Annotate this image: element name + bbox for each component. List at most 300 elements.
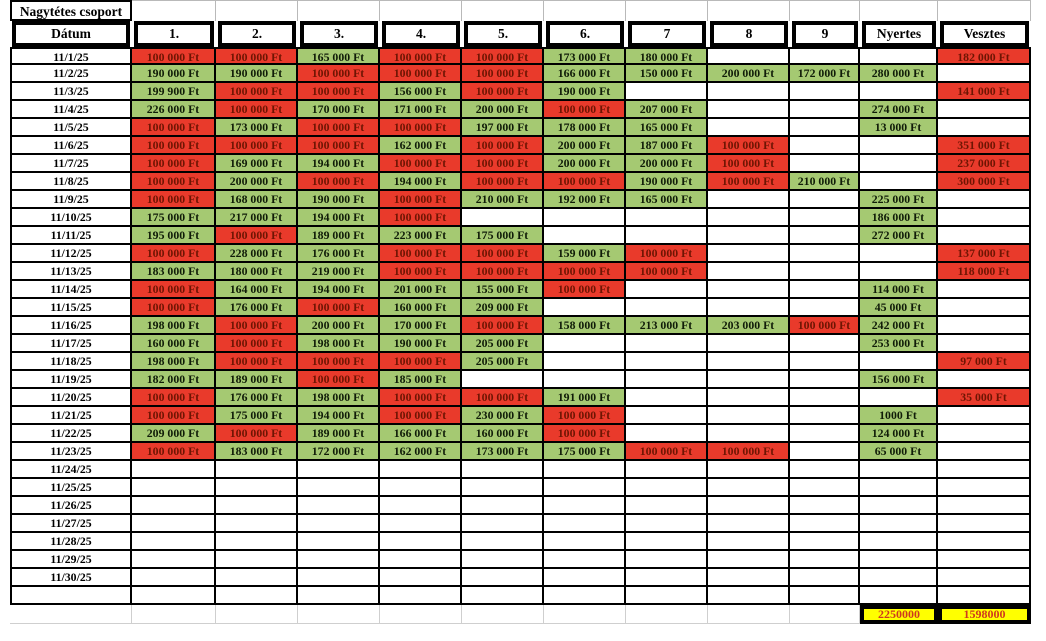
amount-cell[interactable]: 100 000 Ft	[462, 245, 544, 263]
amount-cell[interactable]: 175 000 Ft	[544, 443, 626, 461]
amount-cell[interactable]: 155 000 Ft	[462, 281, 544, 299]
amount-cell[interactable]: 160 000 Ft	[380, 299, 462, 317]
header-nyertes-cell[interactable]	[860, 21, 938, 47]
empty-cell[interactable]	[860, 497, 938, 515]
empty-cell[interactable]	[462, 497, 544, 515]
empty-cell[interactable]	[132, 479, 216, 497]
empty-cell[interactable]	[626, 83, 708, 101]
header-group-8[interactable]	[708, 21, 790, 47]
empty-cell[interactable]	[938, 65, 1031, 83]
header-group-4[interactable]	[380, 21, 462, 47]
empty-cell[interactable]	[216, 533, 298, 551]
amount-cell[interactable]: 183 000 Ft	[132, 263, 216, 281]
date-cell[interactable]: 11/26/25	[10, 497, 132, 515]
amount-cell[interactable]: 162 000 Ft	[380, 443, 462, 461]
empty-cell[interactable]	[708, 263, 790, 281]
empty-top-cell[interactable]	[298, 0, 380, 21]
empty-cell[interactable]	[626, 479, 708, 497]
amount-cell[interactable]: 173 000 Ft	[462, 443, 544, 461]
amount-cell[interactable]: 203 000 Ft	[708, 317, 790, 335]
empty-cell[interactable]	[298, 515, 380, 533]
empty-cell[interactable]	[790, 515, 860, 533]
empty-cell[interactable]	[544, 551, 626, 569]
date-cell[interactable]: 11/11/25	[10, 227, 132, 245]
date-cell[interactable]: 11/25/25	[10, 479, 132, 497]
amount-cell[interactable]: 190 000 Ft	[132, 65, 216, 83]
amount-cell[interactable]: 280 000 Ft	[860, 65, 938, 83]
amount-cell[interactable]: 100 000 Ft	[216, 47, 298, 65]
empty-cell[interactable]	[860, 533, 938, 551]
amount-cell[interactable]: 100 000 Ft	[462, 137, 544, 155]
amount-cell[interactable]: 165 000 Ft	[298, 47, 380, 65]
empty-cell[interactable]	[216, 479, 298, 497]
empty-cell[interactable]	[298, 569, 380, 587]
empty-cell[interactable]	[544, 353, 626, 371]
empty-cell[interactable]	[938, 227, 1031, 245]
empty-cell[interactable]	[938, 551, 1031, 569]
amount-cell[interactable]: 194 000 Ft	[298, 209, 380, 227]
amount-cell[interactable]: 100 000 Ft	[462, 155, 544, 173]
empty-cell[interactable]	[544, 533, 626, 551]
amount-cell[interactable]: 100 000 Ft	[544, 263, 626, 281]
header-group-7[interactable]	[626, 21, 708, 47]
amount-cell[interactable]: 100 000 Ft	[216, 83, 298, 101]
amount-cell[interactable]: 160 000 Ft	[462, 425, 544, 443]
date-cell[interactable]: 11/8/25	[10, 173, 132, 191]
amount-cell[interactable]: 150 000 Ft	[626, 65, 708, 83]
date-cell[interactable]: 11/12/25	[10, 245, 132, 263]
date-cell[interactable]: 11/21/25	[10, 407, 132, 425]
empty-total-cell[interactable]	[708, 605, 790, 624]
empty-cell[interactable]	[462, 587, 544, 605]
empty-cell[interactable]	[708, 119, 790, 137]
amount-cell[interactable]: 162 000 Ft	[380, 137, 462, 155]
amount-cell[interactable]: 100 000 Ft	[380, 191, 462, 209]
amount-cell[interactable]: 100 000 Ft	[132, 299, 216, 317]
amount-cell[interactable]: 194 000 Ft	[298, 281, 380, 299]
empty-cell[interactable]	[860, 587, 938, 605]
amount-cell[interactable]: 100 000 Ft	[544, 173, 626, 191]
amount-cell[interactable]: 172 000 Ft	[298, 443, 380, 461]
amount-cell[interactable]: 170 000 Ft	[298, 101, 380, 119]
empty-cell[interactable]	[708, 353, 790, 371]
amount-cell[interactable]: 182 000 Ft	[132, 371, 216, 389]
empty-cell[interactable]	[708, 425, 790, 443]
empty-cell[interactable]	[708, 461, 790, 479]
amount-cell[interactable]: 100 000 Ft	[132, 47, 216, 65]
empty-cell[interactable]	[938, 101, 1031, 119]
amount-cell[interactable]: 100 000 Ft	[462, 47, 544, 65]
empty-cell[interactable]	[790, 353, 860, 371]
amount-cell[interactable]: 100 000 Ft	[708, 443, 790, 461]
amount-cell[interactable]: 100 000 Ft	[544, 101, 626, 119]
empty-cell[interactable]	[860, 389, 938, 407]
amount-cell[interactable]: 100 000 Ft	[790, 317, 860, 335]
amount-cell[interactable]: 226 000 Ft	[132, 101, 216, 119]
empty-cell[interactable]	[132, 569, 216, 587]
empty-cell[interactable]	[938, 209, 1031, 227]
amount-cell[interactable]: 176 000 Ft	[216, 299, 298, 317]
empty-cell[interactable]	[708, 101, 790, 119]
amount-cell[interactable]: 100 000 Ft	[462, 317, 544, 335]
empty-cell[interactable]	[462, 533, 544, 551]
empty-cell[interactable]	[790, 587, 860, 605]
empty-total-cell[interactable]	[790, 605, 860, 624]
empty-cell[interactable]	[790, 479, 860, 497]
amount-cell[interactable]: 176 000 Ft	[298, 245, 380, 263]
amount-cell[interactable]: 100 000 Ft	[708, 155, 790, 173]
empty-cell[interactable]	[708, 371, 790, 389]
amount-cell[interactable]: 118 000 Ft	[938, 263, 1031, 281]
empty-cell[interactable]	[544, 479, 626, 497]
amount-cell[interactable]: 242 000 Ft	[860, 317, 938, 335]
amount-cell[interactable]: 100 000 Ft	[462, 173, 544, 191]
amount-cell[interactable]: 213 000 Ft	[626, 317, 708, 335]
amount-cell[interactable]: 173 000 Ft	[216, 119, 298, 137]
amount-cell[interactable]: 223 000 Ft	[380, 227, 462, 245]
amount-cell[interactable]: 200 000 Ft	[544, 155, 626, 173]
empty-cell[interactable]	[938, 191, 1031, 209]
header-date-cell[interactable]	[10, 21, 132, 47]
empty-cell[interactable]	[626, 515, 708, 533]
amount-cell[interactable]: 100 000 Ft	[380, 389, 462, 407]
amount-cell[interactable]: 186 000 Ft	[860, 209, 938, 227]
date-cell[interactable]: 11/16/25	[10, 317, 132, 335]
empty-top-cell[interactable]	[860, 0, 938, 21]
amount-cell[interactable]: 100 000 Ft	[132, 281, 216, 299]
amount-cell[interactable]: 191 000 Ft	[544, 389, 626, 407]
empty-cell[interactable]	[298, 479, 380, 497]
header-group-2[interactable]	[216, 21, 298, 47]
empty-cell[interactable]	[132, 587, 216, 605]
empty-cell[interactable]	[860, 155, 938, 173]
empty-cell[interactable]	[938, 335, 1031, 353]
amount-cell[interactable]: 190 000 Ft	[298, 191, 380, 209]
amount-cell[interactable]: 100 000 Ft	[380, 353, 462, 371]
amount-cell[interactable]: 207 000 Ft	[626, 101, 708, 119]
empty-top-cell[interactable]	[544, 0, 626, 21]
empty-cell[interactable]	[132, 551, 216, 569]
empty-cell[interactable]	[626, 209, 708, 227]
empty-cell[interactable]	[544, 515, 626, 533]
amount-cell[interactable]: 175 000 Ft	[216, 407, 298, 425]
empty-cell[interactable]	[790, 227, 860, 245]
empty-total-cell[interactable]	[626, 605, 708, 624]
amount-cell[interactable]: 100 000 Ft	[216, 227, 298, 245]
empty-cell[interactable]	[790, 533, 860, 551]
empty-cell[interactable]	[860, 551, 938, 569]
empty-cell[interactable]	[708, 479, 790, 497]
amount-cell[interactable]: 175 000 Ft	[132, 209, 216, 227]
amount-cell[interactable]: 176 000 Ft	[216, 389, 298, 407]
empty-cell[interactable]	[708, 335, 790, 353]
date-cell[interactable]: 11/10/25	[10, 209, 132, 227]
amount-cell[interactable]: 189 000 Ft	[216, 371, 298, 389]
date-cell[interactable]: 11/6/25	[10, 137, 132, 155]
empty-cell[interactable]	[708, 533, 790, 551]
amount-cell[interactable]: 100 000 Ft	[544, 425, 626, 443]
empty-cell[interactable]	[860, 569, 938, 587]
header-group-9[interactable]	[790, 21, 860, 47]
empty-cell[interactable]	[626, 227, 708, 245]
empty-cell[interactable]	[860, 479, 938, 497]
empty-cell[interactable]	[544, 569, 626, 587]
amount-cell[interactable]: 100 000 Ft	[380, 263, 462, 281]
empty-cell[interactable]	[708, 299, 790, 317]
empty-cell[interactable]	[938, 407, 1031, 425]
amount-cell[interactable]: 124 000 Ft	[860, 425, 938, 443]
empty-cell[interactable]	[860, 461, 938, 479]
amount-cell[interactable]: 100 000 Ft	[298, 65, 380, 83]
empty-cell[interactable]	[626, 497, 708, 515]
empty-cell[interactable]	[626, 425, 708, 443]
amount-cell[interactable]: 100 000 Ft	[132, 443, 216, 461]
empty-cell[interactable]	[938, 533, 1031, 551]
amount-cell[interactable]: 100 000 Ft	[132, 191, 216, 209]
amount-cell[interactable]: 158 000 Ft	[544, 317, 626, 335]
empty-cell[interactable]	[462, 479, 544, 497]
amount-cell[interactable]: 228 000 Ft	[216, 245, 298, 263]
empty-cell[interactable]	[132, 461, 216, 479]
amount-cell[interactable]: 100 000 Ft	[626, 245, 708, 263]
empty-cell[interactable]	[380, 515, 462, 533]
empty-cell[interactable]	[626, 353, 708, 371]
date-cell[interactable]: 11/9/25	[10, 191, 132, 209]
empty-cell[interactable]	[790, 263, 860, 281]
amount-cell[interactable]: 194 000 Ft	[298, 155, 380, 173]
amount-cell[interactable]: 170 000 Ft	[380, 317, 462, 335]
empty-cell[interactable]	[708, 587, 790, 605]
empty-cell[interactable]	[708, 497, 790, 515]
amount-cell[interactable]: 192 000 Ft	[544, 191, 626, 209]
amount-cell[interactable]: 165 000 Ft	[626, 191, 708, 209]
empty-cell[interactable]	[544, 497, 626, 515]
empty-cell[interactable]	[708, 191, 790, 209]
empty-cell[interactable]	[544, 227, 626, 245]
empty-cell[interactable]	[708, 281, 790, 299]
amount-cell[interactable]: 100 000 Ft	[380, 155, 462, 173]
empty-cell[interactable]	[860, 515, 938, 533]
amount-cell[interactable]: 183 000 Ft	[216, 443, 298, 461]
amount-cell[interactable]: 237 000 Ft	[938, 155, 1031, 173]
empty-cell[interactable]	[544, 335, 626, 353]
amount-cell[interactable]: 100 000 Ft	[216, 101, 298, 119]
amount-cell[interactable]: 100 000 Ft	[708, 173, 790, 191]
amount-cell[interactable]: 100 000 Ft	[544, 281, 626, 299]
header-group-6[interactable]	[544, 21, 626, 47]
amount-cell[interactable]: 100 000 Ft	[708, 137, 790, 155]
empty-cell[interactable]	[708, 227, 790, 245]
empty-top-cell[interactable]	[790, 0, 860, 21]
empty-cell[interactable]	[544, 371, 626, 389]
empty-total-cell[interactable]	[298, 605, 380, 624]
empty-cell[interactable]	[860, 173, 938, 191]
empty-cell[interactable]	[10, 587, 132, 605]
empty-cell[interactable]	[708, 209, 790, 227]
empty-cell[interactable]	[298, 461, 380, 479]
amount-cell[interactable]: 100 000 Ft	[298, 299, 380, 317]
amount-cell[interactable]: 272 000 Ft	[860, 227, 938, 245]
empty-cell[interactable]	[938, 443, 1031, 461]
empty-top-cell[interactable]	[132, 0, 216, 21]
empty-cell[interactable]	[216, 587, 298, 605]
amount-cell[interactable]: 198 000 Ft	[132, 353, 216, 371]
amount-cell[interactable]: 175 000 Ft	[462, 227, 544, 245]
empty-cell[interactable]	[790, 461, 860, 479]
amount-cell[interactable]: 100 000 Ft	[380, 119, 462, 137]
amount-cell[interactable]: 100 000 Ft	[132, 245, 216, 263]
amount-cell[interactable]: 217 000 Ft	[216, 209, 298, 227]
amount-cell[interactable]: 194 000 Ft	[380, 173, 462, 191]
amount-cell[interactable]: 137 000 Ft	[938, 245, 1031, 263]
empty-cell[interactable]	[380, 479, 462, 497]
empty-cell[interactable]	[790, 245, 860, 263]
amount-cell[interactable]: 65 000 Ft	[860, 443, 938, 461]
empty-cell[interactable]	[626, 371, 708, 389]
amount-cell[interactable]: 100 000 Ft	[462, 389, 544, 407]
empty-cell[interactable]	[626, 335, 708, 353]
empty-cell[interactable]	[790, 551, 860, 569]
vesztes-total-cell[interactable]: 1598000	[938, 605, 1031, 624]
amount-cell[interactable]: 100 000 Ft	[132, 137, 216, 155]
empty-cell[interactable]	[938, 461, 1031, 479]
empty-cell[interactable]	[216, 515, 298, 533]
empty-cell[interactable]	[462, 371, 544, 389]
amount-cell[interactable]: 100 000 Ft	[132, 407, 216, 425]
date-cell[interactable]: 11/28/25	[10, 533, 132, 551]
amount-cell[interactable]: 200 000 Ft	[544, 137, 626, 155]
amount-cell[interactable]: 200 000 Ft	[462, 101, 544, 119]
amount-cell[interactable]: 100 000 Ft	[216, 335, 298, 353]
empty-top-cell[interactable]	[380, 0, 462, 21]
empty-cell[interactable]	[708, 569, 790, 587]
amount-cell[interactable]: 156 000 Ft	[860, 371, 938, 389]
empty-cell[interactable]	[544, 299, 626, 317]
amount-cell[interactable]: 100 000 Ft	[298, 119, 380, 137]
empty-cell[interactable]	[462, 515, 544, 533]
amount-cell[interactable]: 253 000 Ft	[860, 335, 938, 353]
empty-cell[interactable]	[860, 137, 938, 155]
date-cell[interactable]: 11/18/25	[10, 353, 132, 371]
date-cell[interactable]: 11/22/25	[10, 425, 132, 443]
amount-cell[interactable]: 166 000 Ft	[544, 65, 626, 83]
amount-cell[interactable]: 172 000 Ft	[790, 65, 860, 83]
amount-cell[interactable]: 182 000 Ft	[938, 47, 1031, 65]
nyertes-total-cell[interactable]: 2250000	[860, 605, 938, 624]
empty-cell[interactable]	[860, 245, 938, 263]
empty-cell[interactable]	[132, 515, 216, 533]
amount-cell[interactable]: 209 000 Ft	[132, 425, 216, 443]
empty-cell[interactable]	[790, 155, 860, 173]
amount-cell[interactable]: 100 000 Ft	[298, 371, 380, 389]
empty-cell[interactable]	[790, 569, 860, 587]
amount-cell[interactable]: 189 000 Ft	[298, 425, 380, 443]
empty-cell[interactable]	[938, 299, 1031, 317]
amount-cell[interactable]: 100 000 Ft	[298, 137, 380, 155]
header-group-3[interactable]	[298, 21, 380, 47]
empty-cell[interactable]	[626, 461, 708, 479]
amount-cell[interactable]: 100 000 Ft	[626, 443, 708, 461]
empty-cell[interactable]	[216, 551, 298, 569]
empty-cell[interactable]	[860, 83, 938, 101]
amount-cell[interactable]: 200 000 Ft	[298, 317, 380, 335]
amount-cell[interactable]: 199 900 Ft	[132, 83, 216, 101]
date-cell[interactable]: 11/13/25	[10, 263, 132, 281]
amount-cell[interactable]: 168 000 Ft	[216, 191, 298, 209]
empty-cell[interactable]	[860, 47, 938, 65]
amount-cell[interactable]: 100 000 Ft	[380, 407, 462, 425]
amount-cell[interactable]: 210 000 Ft	[462, 191, 544, 209]
empty-cell[interactable]	[790, 281, 860, 299]
empty-cell[interactable]	[790, 299, 860, 317]
header-vesztes-cell[interactable]	[938, 21, 1031, 47]
empty-top-cell[interactable]	[216, 0, 298, 21]
empty-cell[interactable]	[462, 209, 544, 227]
amount-cell[interactable]: 219 000 Ft	[298, 263, 380, 281]
date-cell[interactable]: 11/17/25	[10, 335, 132, 353]
amount-cell[interactable]: 100 000 Ft	[216, 425, 298, 443]
empty-cell[interactable]	[708, 47, 790, 65]
amount-cell[interactable]: 165 000 Ft	[626, 119, 708, 137]
amount-cell[interactable]: 210 000 Ft	[790, 173, 860, 191]
empty-cell[interactable]	[790, 371, 860, 389]
empty-cell[interactable]	[938, 497, 1031, 515]
empty-cell[interactable]	[380, 533, 462, 551]
empty-cell[interactable]	[790, 101, 860, 119]
empty-cell[interactable]	[626, 533, 708, 551]
amount-cell[interactable]: 274 000 Ft	[860, 101, 938, 119]
amount-cell[interactable]: 198 000 Ft	[132, 317, 216, 335]
amount-cell[interactable]: 100 000 Ft	[132, 155, 216, 173]
date-cell[interactable]: 11/15/25	[10, 299, 132, 317]
empty-top-cell[interactable]	[462, 0, 544, 21]
amount-cell[interactable]: 100 000 Ft	[132, 389, 216, 407]
empty-cell[interactable]	[790, 335, 860, 353]
empty-cell[interactable]	[626, 407, 708, 425]
empty-cell[interactable]	[790, 497, 860, 515]
amount-cell[interactable]: 159 000 Ft	[544, 245, 626, 263]
amount-cell[interactable]: 197 000 Ft	[462, 119, 544, 137]
date-cell[interactable]: 11/27/25	[10, 515, 132, 533]
empty-cell[interactable]	[938, 515, 1031, 533]
amount-cell[interactable]: 100 000 Ft	[462, 83, 544, 101]
date-cell[interactable]: 11/24/25	[10, 461, 132, 479]
empty-cell[interactable]	[462, 551, 544, 569]
date-cell[interactable]: 11/2/25	[10, 65, 132, 83]
date-cell[interactable]: 11/1/25	[10, 47, 132, 65]
empty-cell[interactable]	[298, 587, 380, 605]
empty-cell[interactable]	[380, 497, 462, 515]
empty-top-cell[interactable]	[626, 0, 708, 21]
empty-cell[interactable]	[132, 497, 216, 515]
amount-cell[interactable]: 100 000 Ft	[462, 65, 544, 83]
empty-cell[interactable]	[626, 281, 708, 299]
amount-cell[interactable]: 169 000 Ft	[216, 155, 298, 173]
empty-total-cell[interactable]	[380, 605, 462, 624]
amount-cell[interactable]: 189 000 Ft	[298, 227, 380, 245]
date-cell[interactable]: 11/19/25	[10, 371, 132, 389]
date-cell[interactable]: 11/29/25	[10, 551, 132, 569]
amount-cell[interactable]: 351 000 Ft	[938, 137, 1031, 155]
date-cell[interactable]: 11/30/25	[10, 569, 132, 587]
amount-cell[interactable]: 190 000 Ft	[626, 173, 708, 191]
amount-cell[interactable]: 205 000 Ft	[462, 353, 544, 371]
empty-cell[interactable]	[938, 569, 1031, 587]
empty-cell[interactable]	[790, 191, 860, 209]
empty-cell[interactable]	[626, 569, 708, 587]
amount-cell[interactable]: 100 000 Ft	[380, 245, 462, 263]
empty-cell[interactable]	[938, 317, 1031, 335]
